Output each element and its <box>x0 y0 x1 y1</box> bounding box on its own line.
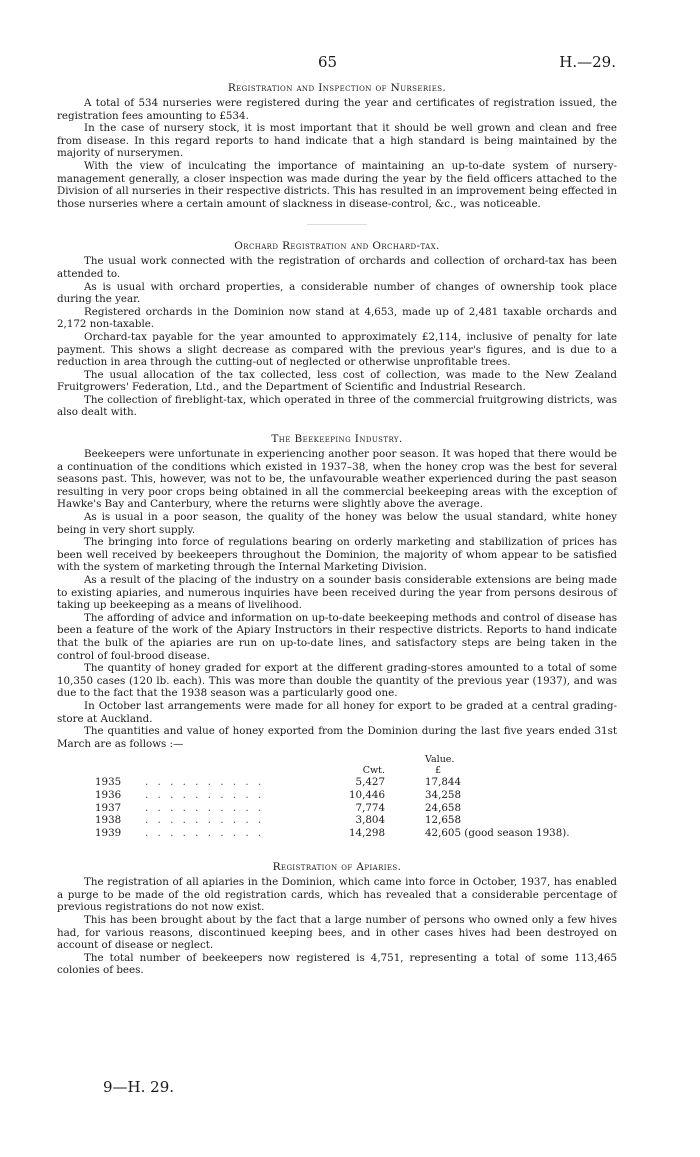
cwt-cell: 5,427 <box>355 776 385 789</box>
value-label: Value. <box>425 754 455 766</box>
value-cell: 17,844 <box>425 776 462 789</box>
paragraph: The total number of beekeepers now registered is 4,751, representing a total of some 113,465 colonies of bees. <box>57 951 617 977</box>
paragraph: In October last arrangements were made for all honey for export to be graded at a central grading-store at Auckland. <box>57 699 617 725</box>
section-divider <box>307 224 367 225</box>
table-header-row <box>95 754 570 776</box>
table-row <box>95 827 570 840</box>
section-orchard <box>57 240 617 419</box>
paragraph: As a result of the placing of the industry on a sounder basis considerable extensions are being made to existing apiaries, and numerous inquiries have been received during the year from persons desirous of taking up beekeeping as a means of livelihood. <box>57 574 617 612</box>
value-cell: 34,258 <box>425 788 462 801</box>
value-cell: 12,658 <box>425 814 462 827</box>
paragraph: With the view of inculcating the importance of maintaining an up-to-date system of nursery-management generally, a closer inspection was made during the year by the field officers attached to the Division of all nurseries in their respective districts. This has resulted in an improvement being effected in those nurseries where a certain amount of slackness in disease-control, &c., was noticeable. <box>57 159 617 210</box>
page-body <box>57 82 617 977</box>
leader-dots: . . . . . . . . . . <box>145 776 265 789</box>
section-heading: Registration of Apiaries. <box>272 861 402 874</box>
paragraph: The affording of advice and information on up-to-date beekeeping methods and control of disease has been a feature of the work of the Apiary Instructors in their respective districts. Reports to hand indicate that the bulk of the apiaries are run on up-to-date lines, and satisfactory steps are being taken in the control of foul-brood disease. <box>57 611 617 662</box>
section-beekeeping <box>57 433 617 839</box>
value-cell: 42,605 (good season 1938). <box>425 826 570 839</box>
column-header-value <box>385 754 570 776</box>
page-number: 65 <box>318 53 338 71</box>
paragraph: The usual allocation of the tax collected, less cost of collection, was made to the New Zealand Fruitgrowers' Federation, Ltd., and the Department of Scientific and Industrial Research. <box>57 368 617 394</box>
section-heading: Registration and Inspection of Nurseries. <box>227 82 447 94</box>
leader-dots: . . . . . . . . . . <box>145 826 265 839</box>
cwt-cell: 7,774 <box>355 801 385 814</box>
paragraph: The bringing into force of regulations bearing on orderly marketing and stabilization of prices has been well received by beekeepers throughout the Dominion, the majority of whom appear to be satisfied with the system of marketing through the Internal Marketing Division. <box>57 536 617 574</box>
year-cell: 1935 <box>95 776 122 789</box>
value-cell: 24,658 <box>425 801 462 814</box>
paragraph: Beekeepers were unfortunate in experiencing another poor season. It was hoped that there would be a continuation of the conditions which existed in 1937–38, when the honey crop was the best for several seasons past. This, however, was not to be, the unfavourable weather experienced during the past season resulting in very poor crops being obtained in all the commercial beekeeping areas with the exception of Hawke's Bay and Canterbury, where the returns were slightly above the average. <box>57 448 617 511</box>
paragraph: The collection of fireblight-tax, which operated in three of the commercial fruitgrowing districts, was also dealt with. <box>57 393 617 419</box>
footer-signature: 9—H. 29. <box>103 1078 175 1096</box>
paragraph: Registered orchards in the Dominion now stand at 4,653, made up of 2,481 taxable orchards and 2,172 non-taxable. <box>57 305 617 331</box>
leader-dots: . . . . . . . . . . <box>145 801 265 814</box>
cwt-cell: 14,298 <box>348 826 385 839</box>
paragraph: This has been brought about by the fact that a large number of persons who owned only a few hives had, for various reasons, discontinued keeping bees, and in other cases hives had been destroyed on account of disease or neglect. <box>57 914 617 952</box>
paragraph: As is usual with orchard properties, a considerable number of changes of ownership took place during the year. <box>57 280 617 306</box>
section-heading: The Beekeeping Industry. <box>271 433 403 446</box>
value-unit: £ <box>435 765 442 777</box>
table-row <box>95 789 570 802</box>
paragraph: The quantities and value of honey exported from the Dominion during the last five years ended 31st March are as follows :— <box>57 725 617 750</box>
year-cell: 1936 <box>95 788 122 801</box>
cwt-cell: 10,446 <box>348 788 385 801</box>
paragraph: Orchard-tax payable for the year amounted to approximately £2,114, inclusive of penalty for late payment. This shows a slight decrease as compared with the previous year's figures, and is due to a reduction in area through the cutting-out of neglected or otherwise unprofitable trees. <box>57 330 617 369</box>
leader-dots: . . . . . . . . . . <box>145 814 265 827</box>
paragraph: The registration of all apiaries in the Dominion, which came into force in October, 1937, has enabled a purge to be made of the old registration cards, which has revealed that a considerable percentage of previous registrations do not now exist. <box>57 876 617 914</box>
table-row <box>95 802 570 815</box>
table-row <box>95 814 570 827</box>
paragraph: The usual work connected with the registration of orchards and collection of orchard-tax has been attended to. <box>57 255 617 280</box>
paragraph: As is usual in a poor season, the quality of the honey was below the usual standard, white honey being in very short supply. <box>57 511 617 536</box>
section-nurseries <box>57 82 617 210</box>
honey-export-table <box>95 754 570 839</box>
leader-dots: . . . . . . . . . . <box>145 788 265 801</box>
paragraph: In the case of nursery stock, it is most important that it should be well grown and clean and free from disease. In this regard reports to hand indicate that a high standard is being maintained by the majority of nurserymen. <box>57 122 617 160</box>
year-cell: 1939 <box>95 826 122 839</box>
year-cell: 1938 <box>95 814 122 827</box>
document-reference: H.—29. <box>559 53 616 71</box>
paragraph: The quantity of honey graded for export at the different grading-stores amounted to a total of some 10,350 cases (120 lb. each). This was more than double the quantity of the previous year (1937), and was due to the fact that the 1938 season was a particularly good one. <box>57 662 617 700</box>
year-cell: 1937 <box>95 801 122 814</box>
cwt-cell: 3,804 <box>355 814 385 827</box>
section-heading: Orchard Registration and Orchard-tax. <box>234 240 440 253</box>
column-header-cwt: Cwt. <box>362 765 385 777</box>
section-apiaries <box>57 861 617 977</box>
paragraph: A total of 534 nurseries were registered during the year and certificates of registration issued, the registration fees amounting to £534. <box>57 97 617 122</box>
table-row <box>95 776 570 789</box>
